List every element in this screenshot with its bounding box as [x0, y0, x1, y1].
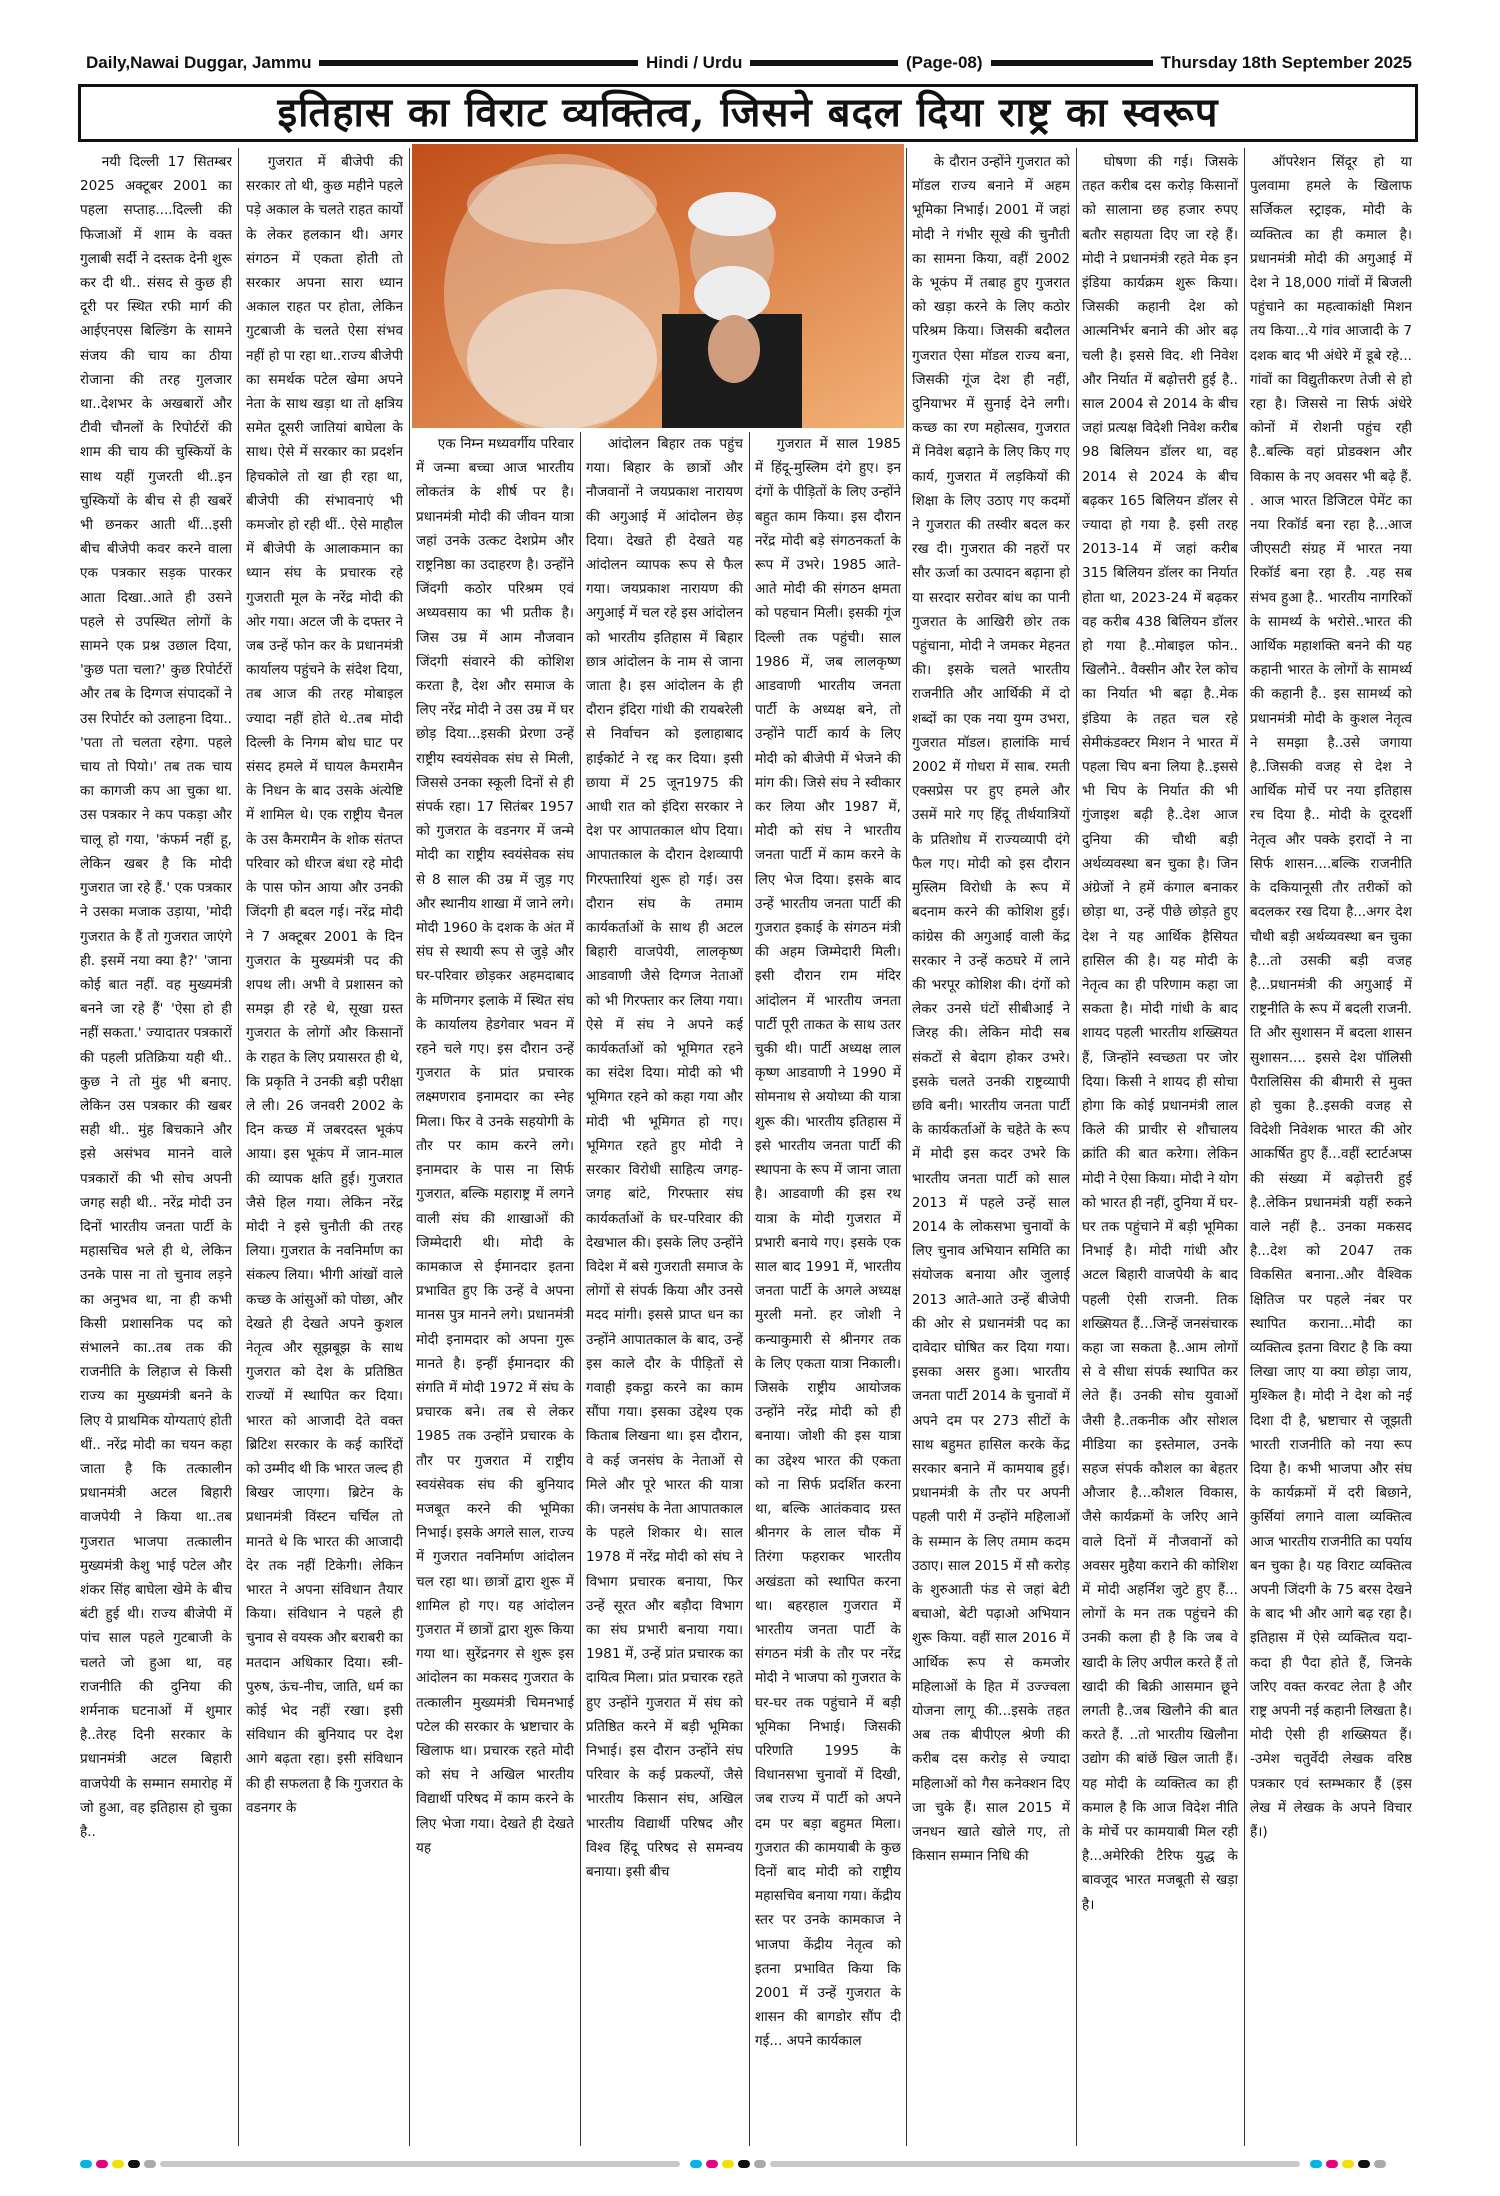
masthead	[78, 48, 1420, 78]
article-column-2	[246, 150, 403, 2146]
column-text: ऑपरेशन सिंदूर हो या पुलवामा हमले के खिलाफ सर्जिकल स्ट्राइक, मोदी के व्यक्तित्व का ही कमाल है। प्रधानमंत्री मोदी की अगुआई में देश ने 18,000 गांवों में बिजली पहुंचाने का महत्वाकांक्षी मिशन तय किया...ये गांव आजादी के 7 दशक बाद भी अंधेरे में डूबे रहे... गांवों का विद्युतीकरण तेजी से हो रहा है। जिससे ना सिर्फ अंधेरे कोनों में रोशनी पहुंच रही है..बल्कि वहां प्रोडक्शन और विकास के नए अवसर भी बढ़े हैं. . आज भारत डिजिटल पेमेंट का नया रिकॉर्ड बना रहा है...आज जीएसटी संग्रह में भारत नया रिकॉर्ड बना रहा है. .यह सब संभव हुआ है.. भारतीय नागरिकों के सामर्थ्य के भरोसे..भारत की आर्थिक महाशक्ति बनने की यह कहानी भारत के लोगों के सामर्थ्य की कहानी है.. इस सामर्थ्य को प्रधानमंत्री मोदी के कुशल नेतृत्व ने समझा है..उसे जगाया है..जिसकी वजह से देश ने आर्थिक मोर्चे पर नया इतिहास रच दिया है.. मोदी के दूरदर्शी नेतृत्व और पक्के इरादों ने ना सिर्फ शासन....बल्कि राजनीति के दकियानूसी तौर तरीकों को बदलकर रख दिया है...अगर देश चौथी बड़ी अर्थव्यवस्था बन चुका है...तो उसकी बड़ी वजह है...प्रधानमंत्री की अगुआई में राष्ट्रनीति के रूप में बदली राजनी. ति और सुशासन में बदला शासन सुशासन.... इससे देश पॉलिसी पैरालिसिस की बीमारी से मुक्त हो चुका है..इसकी वजह से विदेशी निवेशक भारत की ओर आकर्षित हुए हैं...वहीं स्टार्टअप्स की संख्या में बढ़ोत्तरी हुई है..लेकिन प्रधानमंत्री यहीं रुकने वाले नहीं है.. उनका मकसद है...देश को 2047 तक विकसित बनाना..और वैश्विक क्षितिज पर पहले नंबर पर स्थापित कराना...मोदी का व्यक्तित्व इतना विराट है कि क्या लिखा जाए या क्या छोड़ा जाय, मुश्किल है। मोदी ने देश को नई दिशा दी है, भ्रष्टाचार से जूझती भारती राजनीति को नया रूप दिया है। कभी भाजपा और संघ के कार्यक्रमों में दरी बिछाने, कुर्सियां लगाने वाला व्यक्तित्व आज भारतीय राजनीति का पर्याय बन चुका है। यह विराट व्यक्तित्व अपनी जिंदगी के 75 बरस देखने के बाद भी और आगे बढ़ रहा है। इतिहास में ऐसे व्यक्तित्व यदा-कदा ही पैदा होते हैं, जिनके जरिए वक्त करवट लेता है और राष्ट्र अपनी नई कहानी लिखता है। मोदी ऐसी ही शख्सियत हैं। -उमेश चतुर्वेदी लेखक वरिष्ठ पत्रकार एवं स्तम्भकार हैं (इस लेख में लेखक के अपने विचार हैं।)	[1250, 154, 1412, 1841]
column-text: आंदोलन बिहार तक पहुंच गया। बिहार के छात्रों और नौजवानों ने जयप्रकाश नारायण की अगुआई में आंदोलन छेड़ दिया। देखते ही देखते यह आंदोलन व्यापक रूप से फैल गया। जयप्रकाश नारायण की अगुआई में चल रहे इस आंदोलन को भारतीय इतिहास में बिहार छात्र आंदोलन के नाम से जाना जाता है। इस आंदोलन के ही दौरान इंदिरा गांधी की रायबरेली से निर्वाचन को इलाहाबाद हाईकोर्ट ने रद्द कर दिया। इसी छाया में 25 जून1975 की आधी रात को इंदिरा सरकार ने देश पर आपातकाल थोप दिया। आपातकाल के दौरान देशव्यापी गिरफ्तारियां शुरू हो गई। उस दौरान संघ के तमाम कार्यकर्ताओं के साथ ही अटल बिहारी वाजपेयी, लालकृष्ण आडवाणी जैसे दिग्गज नेताओं को भी गिरफ्तार कर लिया गया। ऐसे में संघ ने अपने कई कार्यकर्ताओं को भूमिगत रहने का संदेश दिया। मोदी को भी भूमिगत रहने को कहा गया और मोदी भी भूमिगत हो गए। भूमिगत रहते हुए मोदी ने सरकार विरोधी साहित्य जगह-जगह बांटे, गिरफ्तार संघ कार्यकर्ताओं के घर-परिवार की देखभाल की। इसके लिए उन्होंने विदेश में बसे गुजराती समाज के लोगों से संपर्क किया और उनसे मदद मांगी। इससे प्राप्त धन का उन्होंने आपातकाल के बाद, उन्हें इस काले दौर के पीड़ितों से गवाही इकट्ठा करने का काम सौंपा गया। इसका उद्देश्य एक किताब लिखना था। इस दौरान, वे कई जनसंघ के नेताओं से मिले और पूरे भारत की यात्रा की। जनसंघ के नेता आपातकाल के पहले शिकार थे। साल 1978 में नरेंद्र मोदी को संघ ने विभाग प्रचारक बनाया, फिर उन्हें सूरत और बड़ौदा विभाग का संघ प्रभारी बनाया गया। 1981 में, उन्हें प्रांत प्रचारक का दायित्व मिला। प्रांत प्रचारक रहते हुए उन्होंने गुजरात में संघ को प्रतिष्ठित करने में बड़ी भूमिका निभाई। इस दौरान उन्होंने संघ परिवार के कई प्रकल्पों, जैसे भारतीय किसान संघ, अखिल भारतीय विद्यार्थी परिषद और विश्व हिंदू परिषद से समन्वय बनाया। इसी बीच	[586, 436, 743, 1880]
article-column-3	[416, 432, 574, 2146]
column-divider	[409, 148, 410, 2146]
column-text: गुजरात में बीजेपी की सरकार तो थी, कुछ महीने पहले पड़े अकाल के चलते राहत कार्यों के लेकर हलकान थी। अगर संगठन में एकता होती तो सरकार अपना सारा ध्यान अकाल राहत पर होता, लेकिन गुटबाजी के चलते ऐसा संभव नहीं हो पा रहा था..राज्य बीजेपी का समर्थक पटेल खेमा अपने नेता के साथ खड़ा था तो क्षत्रिय समेत दूसरी जातियां बाघेला के साथ। ऐसे में सरकार का प्रदर्शन हिचकोले तो खा ही रहा था, बीजेपी की संभावनाएं भी कमजोर हो रही थीं.. ऐसे माहौल में बीजेपी के आलाकमान का ध्यान संघ के प्रचारक रहे गुजराती मूल के नरेंद्र मोदी की ओर गया। अटल जी के दफ्तर ने जब उन्हें फोन कर के प्रधानमंत्री कार्यालय पहुंचने के संदेश दिया, तब आज की तरह मोबाइल ज्यादा नहीं होते थे..तब मोदी दिल्ली के निगम बोध घाट पर संसद हमले में घायल कैमरामैन के निधन के बाद उसके अंत्येष्टि में शामिल थे। एक राष्ट्रीय चैनल के उस कैमरामैन के शोक संतप्त परिवार को धीरज बंधा रहे मोदी के पास फोन आया और उनकी जिंदगी ही बदल गई। नरेंद्र मोदी ने 7 अक्टूबर 2001 के दिन गुजरात के मुख्यमंत्री पद की शपथ ली। अभी वे प्रशासन को समझ ही रहे थे, सूखा ग्रस्त गुजरात के लोगों और किसानों के राहत के लिए प्रयासरत ही थे, कि प्रकृति ने उनकी बड़ी परीक्षा ले ली। 26 जनवरी 2002 के दिन कच्छ में जबरदस्त भूकंप आया। इस भूकंप में जान-माल की व्यापक क्षति हुई। गुजरात जैसे हिल गया। लेकिन नरेंद्र मोदी ने इसे चुनौती की तरह लिया। गुजरात के नवनिर्माण का संकल्प लिया। भीगी आंखों वाले कच्छ के आंसुओं को पोछा, और देखते ही देखते अपने कुशल नेतृत्व और सूझबूझ के साथ गुजरात को देश के प्रतिष्ठित राज्यों में स्थापित कर दिया। भारत को आजादी देते वक्त ब्रिटिश सरकार के कई कारिंदों को उम्मीद थी कि भारत जल्द ही बिखर जाएगा। ब्रिटेन के प्रधानमंत्री विंस्टन चर्चिल तो मानते थे कि भारत की आजादी देर तक नहीं टिकेगी। लेकिन भारत ने अपना संविधान तैयार किया। संविधान ने पहले ही चुनाव से वयस्क और बराबरी का मतदान अधिकार दिया। स्त्री-पुरुष, ऊंच-नीच, जाति, धर्म का कोई भेद नहीं रखा। इसी संविधान की बुनियाद पर देश आगे बढ़ता रहा। इसी संविधान की ही सफलता है कि गुजरात के वडनगर के	[246, 154, 403, 1816]
article-column-6	[912, 150, 1070, 2146]
headline: इतिहास का विराट व्यक्तित्व, जिसने बदल दिया राष्ट्र का स्वरूप	[78, 84, 1418, 142]
column-divider	[238, 148, 239, 2146]
portrait-photo	[412, 144, 904, 428]
publication-name: Daily,Nawai Duggar, Jammu	[78, 48, 319, 78]
color-registration-bar	[0, 2156, 1500, 2170]
column-divider	[749, 432, 750, 2146]
article-column-5	[755, 432, 901, 2146]
column-divider	[1244, 148, 1245, 2146]
column-divider	[906, 148, 907, 2146]
article-column-1	[80, 150, 232, 2146]
column-text: नयी दिल्ली 17 सितम्बर 2025 अक्टूबर 2001 का पहला सप्ताह....दिल्ली की फिजाओं में शाम के वक्त गुलाबी सर्दी ने दस्तक देनी शुरू कर दी थी.. संसद से कुछ ही दूरी पर स्थित रफी मार्ग की आईएनएस बिल्डिंग के सामने संजय की चाय का ठीया रोजाना की तरह गुलजार था..देशभर के अखबारों और टीवी चौनलों के रिपोर्टरों की शाम की चाय की चुस्कियों के साथ यहीं गुजरती थी..इन चुस्कियों के बीच से ही खबरें भी छनकर आती थीं...इसी बीच बीजेपी कवर करने वाला एक पत्रकार सड़क पारकर आता दिखा..आते ही उसने पहले से उपस्थित लोगों के सामने एक प्रश्न उछाल दिया, 'कुछ पता चला?' कुछ रिपोर्टरों और तब के दिग्गज संपादकों ने उस रिपोर्टर को उलाहना दिया.. 'पता तो चलता रहेगा. पहले चाय तो पियो।' तब तक चाय का कागजी कप आ चुका था. उस पत्रकार ने कप पकड़ा और चालू हो गया, 'कंफर्म नहीं हू, लेकिन खबर है कि मोदी गुजरात जा रहे हैं.' एक पत्रकार ने उसका मजाक उड़ाया, 'मोदी गुजरात के हैं तो गुजरात जाएंगे ही. इसमें नया क्या है?' 'जाना कोई बात नहीं. वह मुख्यमंत्री बनने जा रहे हैं' 'ऐसा हो ही नहीं सकता.' ज्यादातर पत्रकारों की पहली प्रतिक्रिया यही थी.. कुछ ने तो मुंह भी बनाए. लेकिन उस पत्रकार की खबर सही थी.. मुंह बिचकाने और इसे असंभव मानने वाले पत्रकारों की भी सोच अपनी जगह सही थी.. नरेंद्र मोदी उन दिनों भारतीय जनता पार्टी के महासचिव भले ही थे, लेकिन उनके पास ना तो चुनाव लड़ने का अनुभव था, ना ही कभी किसी प्रशासनिक पद को संभालने का..तब तक की राजनीति के लिहाज से किसी राज्य का मुख्यमंत्री बनने के लिए ये प्राथमिक योग्यताएं होती थीं.. नरेंद्र मोदी का चयन कहा जाता है कि तत्कालीन प्रधानमंत्री अटल बिहारी वाजपेयी ने किया था..तब गुजरात भाजपा तत्कालीन मुख्यमंत्री केशु भाई पटेल और शंकर सिंह बाघेला खेमे के बीच बंटी हुई थी। राज्य बीजेपी में पांच साल पहले गुटबाजी के चलते जो हुआ था, वह राजनीति की दुनिया की शर्मनाक घटनाओं में शुमार है..तेरह दिनी सरकार के प्रधानमंत्री अटल बिहारी वाजपेयी के सम्मान समारोह में जो हुआ, वह इतिहास हो चुका है..	[80, 154, 232, 1841]
column-text: गुजरात में साल 1985 में हिंदू-मुस्लिम दंगे हुए। इन दंगों के पीड़ितों के लिए उन्होंने बहुत काम किया। इस दौरान नरेंद्र मोदी बड़े संगठनकर्ता के रूप में उभरे। 1985 आते-आते मोदी की संगठन क्षमता को पहचान मिली। इसकी गूंज दिल्ली तक पहुंची। साल 1986 में, जब लालकृष्ण आडवाणी भारतीय जनता पार्टी के अध्यक्ष बने, तो उन्होंने पार्टी कार्य के लिए मोदी को बीजेपी में भेजने की मांग की। जिसे संघ ने स्वीकार कर लिया और 1987 में, मोदी को संघ ने भारतीय जनता पार्टी में काम करने के लिए भेज दिया। इसके बाद उन्हें भारतीय जनता पार्टी की गुजरात इकाई के संगठन मंत्री की अहम जिम्मेदारी मिली। इसी दौरान राम मंदिर आंदोलन में भारतीय जनता पार्टी पूरी ताकत के साथ उतर चुकी थी। पार्टी अध्यक्ष लाल कृष्ण आडवाणी ने 1990 में सोमनाथ से अयोध्या की यात्रा शुरू की। भारतीय इतिहास में इसे भारतीय जनता पार्टी की स्थापना के रूप में जाना जाता है। आडवाणी की इस रथ यात्रा के मोदी गुजरात में प्रभारी बनाये गए। इसके एक साल बाद 1991 में, भारतीय जनता पार्टी के अगले अध्यक्ष मुरली मनो. हर जोशी ने कन्याकुमारी से श्रीनगर तक के लिए एकता यात्रा निकाली। जिसके राष्ट्रीय आयोजक उन्होंने नरेंद्र मोदी को ही बनाया। जोशी की इस यात्रा का उद्देश्य भारत की एकता को ना सिर्फ प्रदर्शित करना था, बल्कि आतंकवाद ग्रस्त श्रीनगर के लाल चौक में तिरंगा फहराकर भारतीय अखंडता को स्थापित करना था। बहरहाल गुजरात में भारतीय जनता पार्टी के संगठन मंत्री के तौर पर नरेंद्र मोदी ने भाजपा को गुजरात के घर-घर तक पहुंचाने में बड़ी भूमिका निभाई। जिसकी परिणति 1995 के विधानसभा चुनावों में दिखी, जब राज्य में पार्टी को अपने दम पर बड़ा बहुमत मिला। गुजरात की कामयाबी के कुछ दिनों बाद मोदी को राष्ट्रीय महासचिव बनाया गया। केंद्रीय स्तर पर उनके कामकाज ने भाजपा केंद्रीय नेतृत्व को इतना प्रभावित किया कि 2001 में उन्हें गुजरात के शासन की बागडोर सौंप दी गई... अपने कार्यकाल	[755, 436, 901, 2050]
column-text: एक निम्न मध्यवर्गीय परिवार में जन्मा बच्चा आज भारतीय लोकतंत्र के शीर्ष पर है। प्रधानमंत्री मोदी की जीवन यात्रा जहां उनके उत्कट देशप्रेम और राष्ट्रनिष्ठा का उदाहरण है। उन्होंने जिंदगी कठोर परिश्रम एवं अध्यवसाय का भी प्रतीक है। जिस उम्र में आम नौजवान जिंदगी संवारने की कोशिश करता है, देश और समाज के लिए नरेंद्र मोदी ने उस उम्र में घर छोड़ दिया...इसकी प्रेरणा उन्हें राष्ट्रीय स्वयंसेवक संघ से मिली, जिससे उनका स्कूली दिनों से ही संपर्क रहा। 17 सितंबर 1957 को गुजरात के वडनगर में जन्मे मोदी का राष्ट्रीय स्वयंसेवक संघ से 8 साल की उम्र में जुड़ गए और स्थानीय शाखा में जाने लगे। मोदी 1960 के दशक के अंत में संघ से स्थायी रूप से जुड़े और घर-परिवार छोड़कर अहमदाबाद के मणिनगर इलाके में स्थित संघ के कार्यालय हेडगेवार भवन में रहने चले गए। इस दौरान उन्हें गुजरात के प्रांत प्रचारक लक्ष्मणराव इनामदार का स्नेह मिला। फिर वे उनके सहयोगी के तौर पर काम करने लगे। इनामदार के पास ना सिर्फ गुजरात, बल्कि महाराष्ट्र में लगने वाली संघ की शाखाओं की जिम्मेदारी थी। मोदी के कामकाज से ईमानदार इतना प्रभावित हुए कि उन्हें वे अपना मानस पुत्र मानने लगे। प्रधानमंत्री मोदी इनामदार को अपना गुरू मानते है। इन्हीं ईमानदार की संगति में मोदी 1972 में संघ के प्रचारक बने। तब से लेकर 1985 तक उन्होंने प्रचारक के तौर पर गुजरात में राष्ट्रीय स्वयंसेवक संघ की बुनियाद मजबूत करने की भूमिका निभाई। इसके अगले साल, राज्य में गुजरात नवनिर्माण आंदोलन चल रहा था। छात्रों द्वारा शुरू में शामिल हो गए। यह आंदोलन गुजरात में छात्रों द्वारा शुरू किया गया था। सुरेंद्रनगर से शुरू इस आंदोलन का मकसद गुजरात के तत्कालीन मुख्यमंत्री चिमनभाई पटेल की सरकार के भ्रष्टाचार के खिलाफ था। प्रचारक रहते मोदी को संघ ने अखिल भारतीय विद्यार्थी परिषद में काम करने के लिए भेजा गया। देखते ही देखते यह	[416, 436, 574, 1856]
portrait-illustration	[412, 144, 904, 428]
issue-date: Thursday 18th September 2025	[1153, 48, 1420, 78]
column-text: के दौरान उन्होंने गुजरात को मॉडल राज्य बनाने में अहम भूमिका निभाई। 2001 में जहां मोदी ने गंभीर सूखे की चुनौती का सामना किया, वहीं 2002 के भूकंप में तबाह हुए गुजरात को खड़ा करने के लिए कठोर परिश्रम किया। जिसकी बदौलत गुजरात ऐसा मॉडल राज्य बना, जिसकी गूंज देश ही नहीं, दुनियाभर में सुनाई देने लगी। कच्छ का रण महोत्सव, गुजरात में निवेश बढ़ाने के लिए किए गए कार्य, गुजरात में लड़कियों की शिक्षा के लिए उठाए गए कदमों ने गुजरात की तस्वीर बदल कर रख दी। गुजरात की नहरों पर सौर ऊर्जा का उत्पादन बढ़ाना हो या सरदार सरोवर बांध का पानी गुजरात के आखिरी छोर तक पहुंचाना, मोदी ने जमकर मेहनत की। इसके चलते भारतीय राजनीति और आर्थिकी में दो शब्दों का एक नया युग्म उभरा, गुजरात मॉडल। हालांकि मार्च 2002 में गोधरा में साब. रमती एक्सप्रेस पर हुए हमले और उसमें मारे गए हिंदू तीर्थयात्रियों के प्रतिशोध में राज्यव्यापी दंगे फैल गए। मोदी को इस दौरान मुस्लिम विरोधी के रूप में बदनाम करने की कोशिश हुई। कांग्रेस की अगुआई वाली केंद्र सरकार ने उन्हें कठघरे में लाने की भरपूर कोशिश की। दंगों को लेकर उनसे घंटों सीबीआई ने जिरह की। लेकिन मोदी सब संकटों से बेदाग होकर उभरे। इसके चलते उनकी राष्ट्रव्यापी छवि बनी। भारतीय जनता पार्टी के कार्यकर्ताओं के चहेते के रूप में मोदी इस कदर उभरे कि भारतीय जनता पार्टी को साल 2013 में पहले उन्हें साल 2014 के लोकसभा चुनावों के लिए चुनाव अभियान समिति का संयोजक बनाया और जुलाई 2013 आते-आते उन्हें बीजेपी की ओर से प्रधानमंत्री पद का दावेदार घोषित कर दिया गया। इसका असर हुआ। भारतीय जनता पार्टी 2014 के चुनावों में अपने दम पर 273 सीटों के साथ बहुमत हासिल करके केंद्र सरकार बनाने में कामयाब हुई। प्रधानमंत्री के तौर पर अपनी पहली पारी में उन्होंने महिलाओं के सम्मान के लिए तमाम कदम उठाए। साल 2015 में सौ करोड़ के शुरुआती फंड से जहां बेटी बचाओ, बेटी पढ़ाओ अभियान शुरू किया. वहीं साल 2016 में आर्थिक रूप से कमजोर महिलाओं के हित में उज्ज्वला योजना लागू की...इसके तहत अब तक बीपीएल श्रेणी की करीब दस करोड़ से ज्यादा महिलाओं को गैस कनेक्शन दिए जा चुके हैं। साल 2015 में जनधन खाते खोले गए, तो किसान सम्मान निधि की	[912, 154, 1070, 1865]
article-column-4	[586, 432, 743, 2146]
article-column-7	[1082, 150, 1238, 2146]
page-number: (Page-08)	[898, 48, 991, 78]
language-label: Hindi / Urdu	[638, 48, 750, 78]
column-divider	[580, 432, 581, 2146]
article-column-8	[1250, 150, 1412, 2146]
column-text: घोषणा की गई। जिसके तहत करीब दस करोड़ किसानों को सालाना छह हजार रुपए बतौर सहायता दिए जा रहे हैं। मोदी ने प्रधानमंत्री रहते मेक इन इंडिया कार्यक्रम शुरू किया। जिसकी कहानी देश को आत्मनिर्भर बनाने की ओर बढ़ चली है। इससे विद. शी निवेश और निर्यात में बढ़ोत्तरी हुई है.. साल 2004 से 2014 के बीच जहां प्रत्यक्ष विदेशी निवेश करीब 98 बिलियन डॉलर था, वह 2014 से 2024 के बीच बढ़कर 165 बिलियन डॉलर से ज्यादा हो गया है. इसी तरह 2013-14 में जहां करीब 315 बिलियन डॉलर का निर्यात होता था, 2023-24 में बढ़कर वह करीब 438 बिलियन डॉलर हो गया है..मोबाइल फोन.. खिलौने.. वैक्सीन और रेल कोच का निर्यात भी बढ़ा है..मेक इंडिया के तहत चल रहे सेमीकंडक्टर मिशन ने भारत में पहला चिप बना लिया है..इससे भी चिप के निर्यात की भी गुंजाइश बढ़ी है..देश आज दुनिया की चौथी बड़ी अर्थव्यवस्था बन चुका है। जिन अंग्रेजों ने हमें कंगाल बनाकर छोड़ा था, उन्हें पीछे छोड़ते हुए देश ने यह आर्थिक हैसियत हासिल की है। यह मोदी के नेतृत्व का ही परिणाम कहा जा सकता है। मोदी गांधी के बाद शायद पहली भारतीय शख्सियत हैं, जिन्होंने स्वच्छता पर जोर दिया। किसी ने शायद ही सोचा होगा कि कोई प्रधानमंत्री लाल किले की प्राचीर से शौचालय क्रांति की बात करेगा। लेकिन मोदी ने ऐसा किया। मोदी ने योग को भारत ही नहीं, दुनिया में घर-घर तक पहुंचाने में बड़ी भूमिका निभाई है। मोदी गांधी और अटल बिहारी वाजपेयी के बाद पहली ऐसी राजनी. तिक शख्सियत हैं...जिन्हें जनसंचारक कहा जा सकता है..आम लोगों से वे सीधा संपर्क स्थापित कर लेते हैं। उनकी सोच युवाओं जैसी है..तकनीक और सोशल मीडिया का इस्तेमाल, उनके सहज संपर्क कौशल का बेहतर औजार है...कौशल विकास, जैसे कार्यक्रमों के जरिए आने वाले दिनों में नौजवानों को अवसर मुहैया कराने की कोशिश में मोदी अहर्निश जुटे हुए हैं... लोगों के मन तक पहुंचने की उनकी कला ही है कि जब वे खादी के लिए अपील करते हैं तो खादी की बिक्री आसमान छूने लगती है..जब खिलौने की बात करते हैं. ..तो भारतीय खिलौना उद्योग की बांछें खिल जाती हैं। यह मोदी के व्यक्तित्व का ही कमाल है कि आज विदेश नीति के मोर्चे पर कामयाबी मिल रही है...अमेरिकी टैरिफ युद्ध के बावजूद भारत मजबूती से खड़ा है।	[1082, 154, 1238, 1913]
column-divider	[1076, 148, 1077, 2146]
